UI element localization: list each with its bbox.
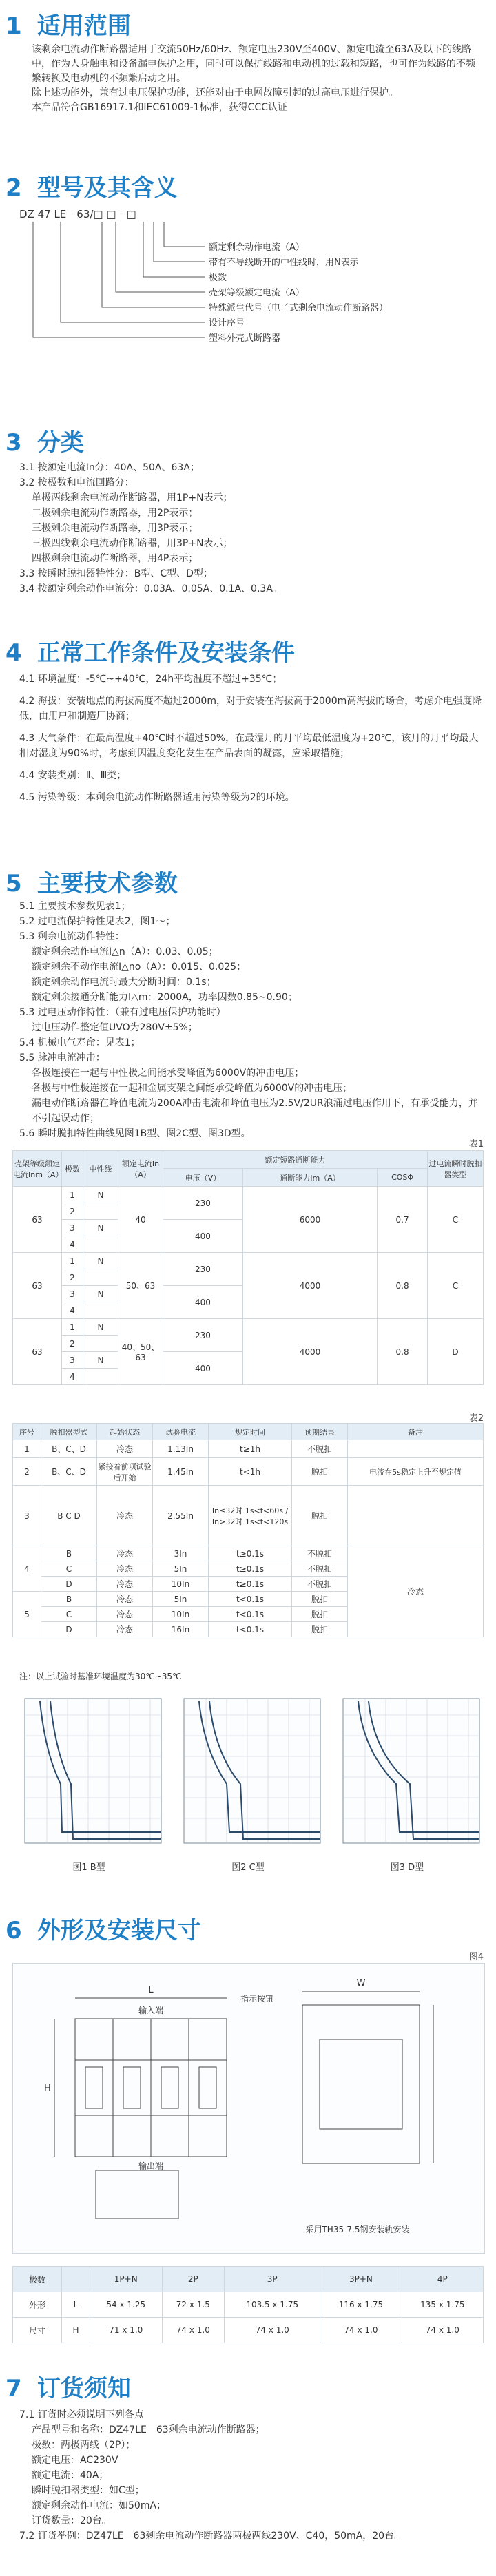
table-cell: 3In: [153, 1546, 209, 1561]
section-4-body: [19, 672, 484, 805]
table-cell: 1: [62, 1319, 83, 1336]
list-item: 3.1 按额定电流In分：40A、50A、63A；: [19, 462, 200, 473]
table-cell: 10In: [153, 1577, 209, 1592]
table-cell: 5In: [153, 1561, 209, 1577]
model-code: DZ 47 LE－63/□ □－□: [19, 208, 136, 220]
table-cell: 5: [13, 1592, 41, 1637]
section-2-heading: [6, 169, 178, 202]
table-cell: C: [41, 1561, 97, 1577]
section-title: 型号及其含义: [37, 174, 178, 202]
section-title: 分类: [37, 429, 84, 457]
table-cell: 74 x 1.0: [320, 2318, 402, 2343]
table-cell: 40、50、63: [118, 1319, 163, 1385]
table-cell: 4: [62, 1302, 83, 1319]
table-cell: 1.13In: [153, 1440, 209, 1458]
table-cell: B C D: [41, 1486, 97, 1546]
table-cell: 54 x 1.25: [90, 2292, 163, 2318]
table-cell: 40: [118, 1187, 163, 1253]
table-header: 通断能力Im（A）: [242, 1169, 377, 1187]
table-header: 预期结果: [292, 1424, 348, 1440]
model-code-diagram: [19, 207, 474, 379]
table-2-note: 注：以上试验时基准环境温度为30℃~35℃: [19, 1672, 182, 1681]
table-cell: N: [83, 1187, 118, 1203]
list-item: 额定剩余动作电流时最大分断时间：0.1s；: [32, 977, 216, 988]
table-cell: 冷态: [97, 1592, 153, 1607]
table-cell: 6000: [242, 1187, 377, 1253]
section-title: 外形及安装尺寸: [37, 1917, 201, 1944]
table-cell: 71 x 1.0: [90, 2318, 163, 2343]
table-cell: 不脱扣: [292, 1561, 348, 1577]
table-cell: 4: [62, 1236, 83, 1253]
section-title: 订货须知: [37, 2375, 131, 2402]
curve-chart-svg: [172, 1694, 324, 1857]
section-5-heading: [6, 864, 178, 898]
list-item: 额定电压：AC230V: [32, 2455, 118, 2466]
table-header: 1P+N: [90, 2267, 163, 2292]
table-cell: 不脱扣: [292, 1546, 348, 1561]
chart-caption: 图3 D型: [390, 1862, 424, 1873]
section-number: 1: [6, 12, 22, 40]
table-cell: 230: [163, 1253, 243, 1286]
table-cell: 72 x 1.5: [162, 2292, 225, 2318]
table-cell: 63: [13, 1253, 62, 1319]
table-header: 试验电流: [153, 1424, 209, 1440]
table-cell: 冷态: [97, 1622, 153, 1637]
table-cell: t≥1h: [209, 1440, 292, 1458]
list-item: 5.2 过电流保护特性见表2，图1～；: [19, 916, 176, 927]
dim-label: L: [148, 1985, 154, 1995]
table-row: [13, 1458, 484, 1486]
table-cell: 0.7: [378, 1187, 428, 1253]
list-item: 4.3 大气条件：在最高温度+40℃时不超过50%，在最湿月的月平均最低温度为+20℃，该月的月平均最大相对湿度为90%时，考虑到因温度变化发生在产品表面的凝露，应采取措施；: [19, 733, 479, 759]
section-number: 2: [6, 174, 22, 202]
table-cell: C: [428, 1187, 484, 1253]
curve-chart-svg: [331, 1694, 484, 1857]
chart-caption: 图1 B型: [72, 1862, 105, 1873]
table-cell: 0.8: [378, 1253, 428, 1319]
table-cell: t<1h: [209, 1458, 292, 1486]
curve-chart-d: [331, 1694, 484, 1857]
list-item: 4.2 海拔：安装地点的海拔高度不超过2000m，对于安装在海拔高于2000m高海拔的场合，考虑介电强度降低，由用户和制造厂协商；: [19, 696, 482, 722]
table-header: 极数: [62, 1151, 83, 1187]
table-cell: D: [428, 1319, 484, 1385]
table-header: 电压（V）: [163, 1169, 243, 1187]
table-header: COSΦ: [378, 1169, 428, 1187]
section-number: 7: [6, 2375, 22, 2402]
list-item: 7.1 订货时必须说明下列各点: [19, 2409, 144, 2420]
table-cell: 2: [13, 1458, 41, 1486]
dimension-drawing: [13, 1964, 484, 2253]
table-cell: 3: [13, 1486, 41, 1546]
model-label: 设计序号: [209, 318, 245, 329]
section-title: 主要技术参数: [37, 870, 178, 897]
table-cell: t<0.1s: [209, 1622, 292, 1637]
table-cell: 冷态: [97, 1546, 153, 1561]
model-label: 特殊派生代号（电子式剩余电流动作断路器）: [209, 303, 389, 313]
indicator-label: 指示按钮: [240, 1994, 274, 2004]
table-cell: t≥0.1s: [209, 1561, 292, 1577]
table-cell: t<0.1s: [209, 1607, 292, 1622]
curve-chart-c: [172, 1694, 324, 1857]
table-cell: 10In: [153, 1607, 209, 1622]
figure-4: [12, 1963, 485, 2254]
output-label: 输出端: [138, 2161, 164, 2171]
table-cell: t<0.1s: [209, 1592, 292, 1607]
table-cell: N: [83, 1352, 118, 1369]
list-item: 7.2 订货举例：DZ47LE－63剩余电流动作断路器两极两线230V、C40，50mA，20台。: [19, 2531, 404, 2542]
table-header: 中性线: [83, 1151, 118, 1187]
list-item: 极数：两极两线（2P）；: [32, 2440, 136, 2451]
table-header: 过电流瞬时脱扣器类型: [428, 1151, 484, 1187]
table-cell: 冷态: [97, 1440, 153, 1458]
table-cell: B: [41, 1546, 97, 1561]
section-title: 适用范围: [37, 12, 131, 40]
table-cell: 400: [163, 1352, 243, 1385]
curve-chart-b: [12, 1694, 165, 1857]
table-cell: 230: [163, 1319, 243, 1352]
list-item: 漏电动作断路器在峰值电流为200A冲击电流和峰值电压为2.5V/2UR浪涌过电压作用下，有承受能力，并不引起误动作；: [32, 1098, 478, 1124]
table-cell: 16In: [153, 1622, 209, 1637]
table-cell: B、C、D: [41, 1440, 97, 1458]
table-cell: [83, 1269, 118, 1286]
table-cell: 135 x 1.75: [402, 2292, 483, 2318]
table-cell: 冷态: [97, 1577, 153, 1592]
table-row: [13, 1546, 484, 1561]
table-row: [13, 2318, 484, 2343]
table-cell: 不脱扣: [292, 1577, 348, 1592]
table-cell: 400: [163, 1286, 243, 1319]
table-header: 规定时间: [209, 1424, 292, 1440]
list-item: 额定剩余动作电流I△n（A）：0.03、0.05；: [32, 946, 218, 957]
list-item: 瞬时脱扣器类型：如C型；: [32, 2485, 145, 2496]
table-cell: D: [41, 1622, 97, 1637]
table-cell: 1: [13, 1440, 41, 1458]
table-cell: 74 x 1.0: [225, 2318, 320, 2343]
table-cell: 不脱扣: [292, 1440, 348, 1458]
curve-chart-svg: [12, 1694, 165, 1857]
table-row: [13, 1486, 484, 1546]
dimension-table: [12, 2266, 484, 2343]
table-cell: N: [83, 1319, 118, 1336]
input-label: 输入端: [138, 2006, 164, 2015]
table-1: [12, 1150, 484, 1385]
section-1-body: [19, 43, 484, 115]
table-cell: 103.5 x 1.75: [225, 2292, 320, 2318]
section-1-heading: [6, 7, 131, 41]
model-label: 带有不导线断开的中性线时，用N表示: [209, 258, 359, 268]
table-cell: B: [41, 1592, 97, 1607]
table-cell: t≥0.1s: [209, 1577, 292, 1592]
section-7-heading: [6, 2369, 131, 2403]
table-cell: 74 x 1.0: [402, 2318, 483, 2343]
table-cell: 400: [163, 1220, 243, 1253]
table-header: 壳架等级额定电流Inm（A）: [13, 1151, 62, 1187]
table-cell: 尺寸: [13, 2318, 62, 2343]
paragraph: 除上述功能外，兼有过电压保护功能，还能对由于电网故障引起的过高电压进行保护。: [32, 87, 398, 98]
table-cell: C: [41, 1607, 97, 1622]
table-cell: N: [83, 1253, 118, 1269]
list-item: 4.1 环境温度：-5℃~+40℃，24h平均温度不超过+35℃；: [19, 674, 282, 685]
list-item: 4.5 污染等级：本剩余电流动作断路器适用污染等级为2的环境。: [19, 792, 295, 803]
table-header: 3P: [225, 2267, 320, 2292]
table-cell: 0.8: [378, 1319, 428, 1385]
model-label: 壳架等级额定电流（A）: [209, 288, 304, 298]
table-header: 额定电流In（A）: [118, 1151, 163, 1187]
table-row: [13, 2292, 484, 2318]
list-item: 3.2 按极数和电流回路分：: [19, 477, 134, 488]
table-cell: B、C、D: [41, 1458, 97, 1486]
table-cell: 冷态: [97, 1607, 153, 1622]
table-row: [13, 1440, 484, 1458]
table-cell: 1: [62, 1187, 83, 1203]
table-cell: 3: [62, 1220, 83, 1236]
table-cell: t≥0.1s: [209, 1546, 292, 1561]
list-item: 5.5 脉冲电流冲击：: [19, 1052, 105, 1063]
table-cell: 电流在5s稳定上升至规定值: [348, 1458, 484, 1486]
list-item: 单极两线剩余电流动作断路器，用1P+N表示；: [32, 492, 233, 503]
list-item: 订货数量：20台。: [32, 2515, 112, 2526]
table-header: 起始状态: [97, 1424, 153, 1440]
list-item: 5.3 过电压动作特性：（兼有过电压保护功能时）: [19, 1007, 226, 1018]
table-cell: [83, 1336, 118, 1352]
section-number: 4: [6, 639, 22, 667]
table-header: 3P+N: [320, 2267, 402, 2292]
table-cell: 4: [62, 1369, 83, 1385]
list-item: 三极四线剩余电流动作断路器，用3P+N表示；: [32, 538, 233, 549]
section-number: 6: [6, 1917, 22, 1944]
table-cell: 2: [62, 1203, 83, 1220]
table-header: 脱扣器型式: [41, 1424, 97, 1440]
list-item: 3.3 按瞬时脱扣器特性分：B型、C型、D型；: [19, 568, 213, 579]
table-cell: 63: [13, 1187, 62, 1253]
list-item: 过电压动作整定值UVO为280V±5%；: [32, 1022, 198, 1033]
table-cell: 2: [62, 1269, 83, 1286]
section-7-body: [19, 2407, 484, 2544]
table-2-caption: 表2: [468, 1413, 484, 1424]
table-cell: 脱扣: [292, 1622, 348, 1637]
table-cell: 1: [62, 1253, 83, 1269]
model-label: 塑料外壳式断路器: [209, 333, 281, 344]
table-cell: 1.45In: [153, 1458, 209, 1486]
table-header: 极数: [13, 2267, 62, 2292]
table-group-header: 额定短路通断能力: [163, 1151, 428, 1169]
dim-label: H: [44, 2084, 51, 2094]
chart-caption: 图2 C型: [231, 1862, 265, 1873]
list-item: 额定电流：40A；: [32, 2470, 109, 2481]
table-cell: C: [428, 1253, 484, 1319]
table-cell: 紧接着前项试验后开始: [97, 1458, 153, 1486]
list-item: 产品型号和名称：DZ47LE－63剩余电流动作断路器；: [32, 2424, 265, 2435]
table-header: 2P: [162, 2267, 225, 2292]
table-cell: 5In: [153, 1592, 209, 1607]
section-4-heading: [6, 634, 295, 667]
section-number: 3: [6, 429, 22, 457]
section-5-body: [19, 899, 484, 1141]
list-item: 额定剩余动作电流：如50mA；: [32, 2500, 167, 2511]
paragraph: 该剩余电流动作断路器适用于交流50Hz/60Hz、额定电压230V至400V、额定电流至63A及以下的线路中，作为人身触电和设备漏电保护之用，同时可以保护线路和电动机的过载和短路，也可作为线路的不频繁转换及电动机的不频繁启动之用。: [32, 44, 475, 84]
figure-4-caption: 图4: [468, 1952, 484, 1962]
table-cell: [83, 1203, 118, 1220]
table-1-caption: 表1: [468, 1139, 484, 1150]
table-cell: 冷态: [97, 1561, 153, 1577]
list-item: 各极连接在一起与中性极之间能承受峰值为6000V的冲击电压；: [32, 1068, 304, 1079]
table-cell: In≤32时 1s<t<60s / In>32时 1s<t<120s: [209, 1486, 292, 1546]
list-item: 四极剩余电流动作断路器，用4P表示；: [32, 553, 198, 564]
table-cell: H: [62, 2318, 90, 2343]
table-cell: 4: [13, 1546, 41, 1592]
table-cell: 2: [62, 1336, 83, 1352]
table-cell: 脱扣: [292, 1458, 348, 1486]
table-cell: 外形: [13, 2292, 62, 2318]
table-cell: 3: [62, 1286, 83, 1302]
table-cell: 74 x 1.0: [162, 2318, 225, 2343]
table-cell: 116 x 1.75: [320, 2292, 402, 2318]
section-3-body: [19, 460, 484, 596]
section-title: 正常工作条件及安装条件: [37, 639, 295, 667]
table-cell: 4000: [242, 1319, 377, 1385]
table-cell: 63: [13, 1319, 62, 1385]
table-cell: 脱扣: [292, 1592, 348, 1607]
rail-note: 采用TH35-7.5钢安装轨安装: [305, 2225, 410, 2234]
list-item: 二极剩余电流动作断路器，用2P表示；: [32, 508, 198, 519]
table-cell: [348, 1440, 484, 1458]
list-item: 5.3 剩余电流动作特性：: [19, 931, 125, 942]
table-cell: 50、63: [118, 1253, 163, 1319]
list-item: 5.4 机械电气寿命：见表1；: [19, 1037, 141, 1048]
table-cell: 冷态: [348, 1546, 484, 1637]
table-cell: [348, 1486, 484, 1546]
list-item: 5.1 主要技术参数见表1；: [19, 901, 131, 912]
list-item: 三极剩余电流动作断路器，用3P表示；: [32, 523, 198, 534]
table-cell: 脱扣: [292, 1607, 348, 1622]
table-header: 4P: [402, 2267, 483, 2292]
table-cell: N: [83, 1286, 118, 1302]
table-cell: L: [62, 2292, 90, 2318]
table-cell: 2.55In: [153, 1486, 209, 1546]
list-item: 各极与中性极连接在一起和金属支架之间能承受峰值为6000V的冲击电压；: [32, 1083, 353, 1094]
model-label: 额定剩余动作电流（A）: [209, 242, 304, 253]
table-header: 备注: [348, 1424, 484, 1440]
section-6-heading: [6, 1911, 201, 1945]
list-item: 3.4 按额定剩余动作电流分：0.03A、0.05A、0.1A、0.3A。: [19, 583, 282, 594]
table-cell: 230: [163, 1187, 243, 1220]
section-number: 5: [6, 870, 22, 897]
list-item: 额定剩余接通分断能力I△m：2000A，功率因数0.85~0.90；: [32, 992, 298, 1003]
list-item: 5.6 瞬时脱扣特性曲线见图1B型、图2C型、图3D型。: [19, 1128, 251, 1139]
model-label: 极数: [209, 273, 227, 283]
section-3-heading: [6, 424, 84, 457]
table-cell: N: [83, 1220, 118, 1236]
table-cell: 冷态: [97, 1486, 153, 1546]
table-cell: [83, 1302, 118, 1319]
table-cell: [83, 1236, 118, 1253]
table-cell: D: [41, 1577, 97, 1592]
table-header: [62, 2267, 90, 2292]
paragraph: 本产品符合GB16917.1和IEC61009-1标准，获得CCC认证: [32, 102, 287, 113]
table-cell: 3: [62, 1352, 83, 1369]
table-header: 序号: [13, 1424, 41, 1440]
table-2: [12, 1423, 484, 1637]
table-cell: 4000: [242, 1253, 377, 1319]
table-cell: 脱扣: [292, 1486, 348, 1546]
dim-label: W: [356, 1978, 366, 1988]
table-cell: [83, 1369, 118, 1385]
list-item: 4.4 安装类别：Ⅱ、Ⅲ类；: [19, 770, 127, 781]
list-item: 额定剩余不动作电流I△no（A）：0.015、0.025；: [32, 962, 247, 973]
